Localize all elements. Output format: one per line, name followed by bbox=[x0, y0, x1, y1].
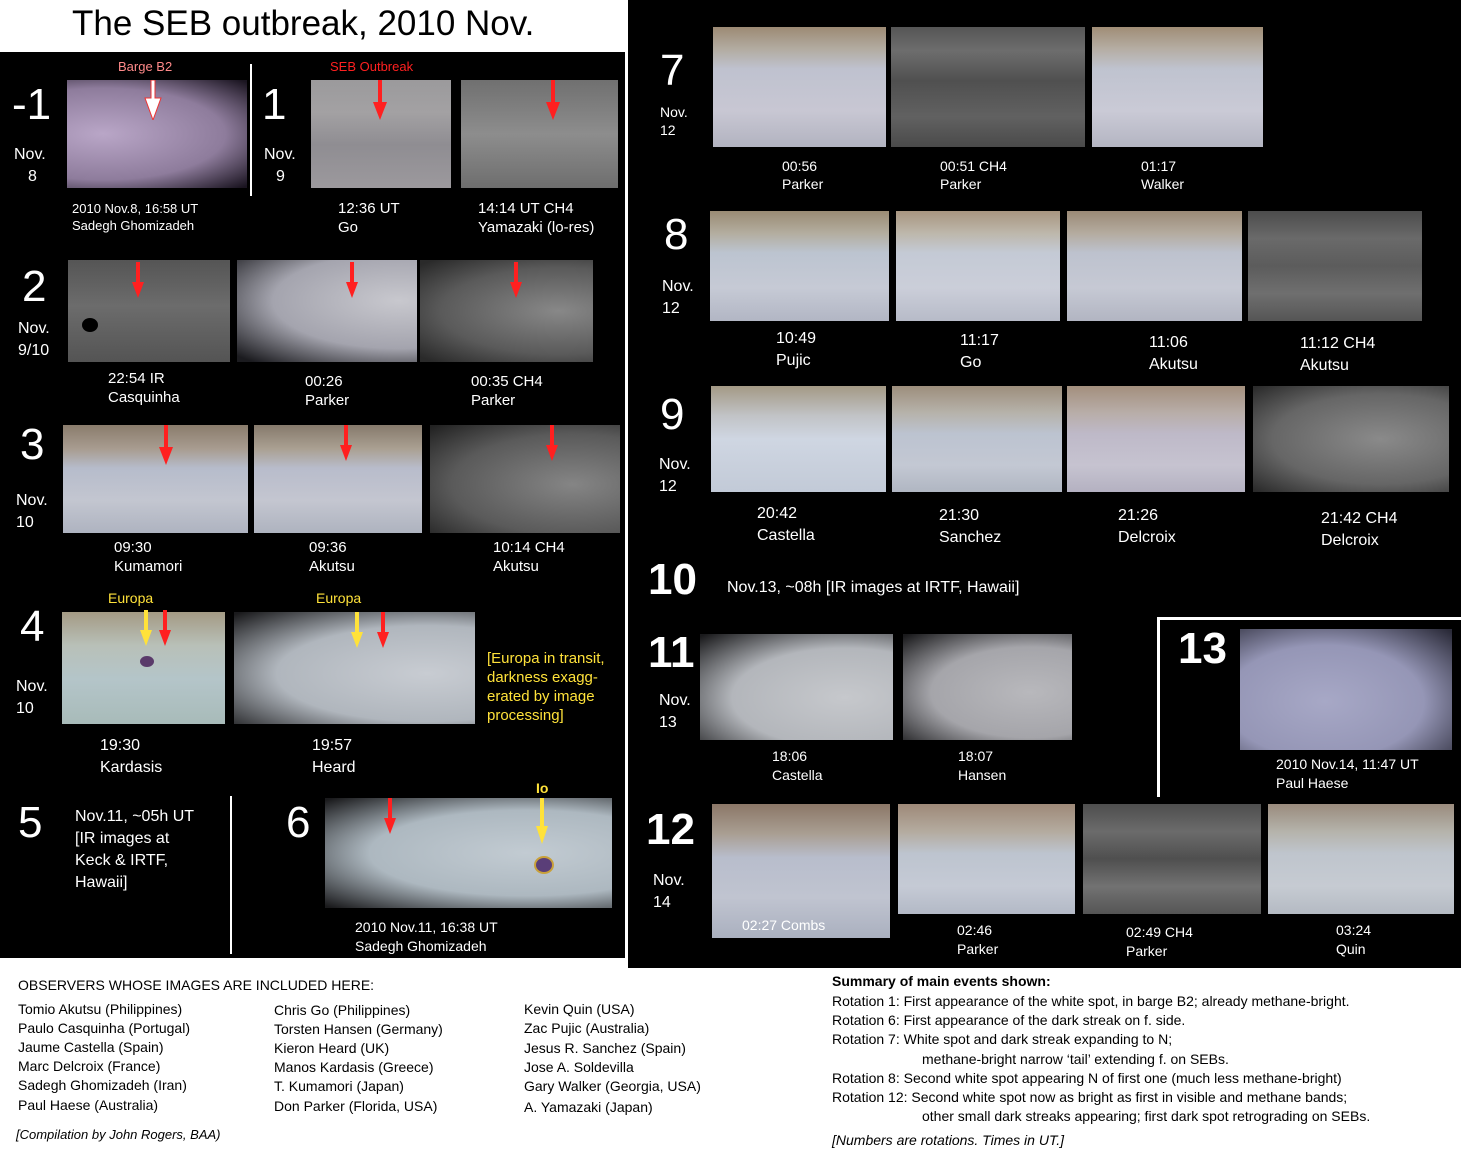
rotation-number: 11 bbox=[648, 628, 695, 677]
rotation-note: Nov.13, ~08h [IR images at IRTF, Hawaii] bbox=[727, 579, 1020, 596]
frame-r13-left bbox=[1157, 617, 1160, 797]
observers-heading: OBSERVERS WHOSE IMAGES ARE INCLUDED HERE: bbox=[18, 977, 375, 993]
jupiter-image-ch4 bbox=[420, 260, 593, 362]
divider-r1 bbox=[250, 64, 252, 196]
image-caption: 21:42 CH4 bbox=[1321, 510, 1398, 527]
summary-line: Rotation 1: First appearance of the white spot, in barge B2; already methane-bright. bbox=[832, 993, 1350, 1009]
image-caption: Parker bbox=[957, 941, 999, 957]
compilation-credit: [Compilation by John Rogers, BAA) bbox=[16, 1127, 221, 1142]
europa-note: darkness exagg- bbox=[487, 669, 598, 686]
image-caption: 00:35 CH4 bbox=[471, 373, 543, 390]
summary-line: other small dark streaks appearing; first dark spot retrograding on SEBs. bbox=[922, 1108, 1371, 1124]
observer-name: Manos Kardasis (Greece) bbox=[274, 1059, 434, 1075]
image-caption: 18:06 bbox=[772, 748, 808, 764]
rotation-number: 12 bbox=[646, 805, 695, 854]
rotation-note: Hawaii] bbox=[75, 874, 128, 891]
dark-spot bbox=[82, 318, 98, 332]
red-arrow-icon bbox=[131, 262, 145, 298]
image-caption: Go bbox=[960, 354, 982, 371]
rotation-date: Nov. bbox=[16, 678, 48, 695]
observer-name: A. Yamazaki (Japan) bbox=[524, 1099, 653, 1115]
europa-note: [Europa in transit, bbox=[487, 650, 605, 667]
image-caption: 19:30 bbox=[100, 737, 141, 754]
image-caption: Parker bbox=[1126, 943, 1168, 959]
jupiter-image bbox=[254, 425, 422, 533]
observer-name: Chris Go (Philippines) bbox=[274, 1002, 411, 1018]
rotation-date: Nov. bbox=[653, 872, 685, 889]
image-caption: 10:49 bbox=[776, 330, 817, 347]
europa-note: processing] bbox=[487, 707, 564, 724]
rotation-date: 12 bbox=[662, 300, 680, 317]
observer-name: Gary Walker (Georgia, USA) bbox=[524, 1078, 701, 1094]
jupiter-image-ch4 bbox=[430, 425, 620, 533]
observer-name: Don Parker (Florida, USA) bbox=[274, 1098, 438, 1114]
jupiter-image bbox=[237, 260, 417, 362]
image-caption: 11:06 bbox=[1149, 334, 1188, 351]
white-arrow-icon bbox=[143, 80, 163, 120]
image-caption: 02:27 Combs bbox=[742, 917, 826, 933]
observer-name: Kevin Quin (USA) bbox=[524, 1001, 635, 1017]
observer-name: Jesus R. Sanchez (Spain) bbox=[524, 1040, 686, 1056]
rotation-number: 1 bbox=[262, 80, 287, 129]
jupiter-image-ir bbox=[68, 260, 230, 362]
image-caption: Castella bbox=[757, 527, 815, 544]
summary-line: methane-bright narrow ‘tail’ extending f. on SEBs. bbox=[922, 1051, 1229, 1067]
rotation-date: 14 bbox=[653, 894, 671, 911]
image-caption: Parker bbox=[782, 176, 824, 192]
jupiter-image bbox=[903, 634, 1072, 740]
image-caption: 00:51 CH4 bbox=[940, 158, 1007, 174]
image-caption: 09:36 bbox=[309, 539, 347, 556]
image-caption: 11:17 bbox=[960, 332, 999, 349]
yellow-arrow-icon bbox=[350, 612, 364, 648]
jupiter-image-ch4 bbox=[1083, 804, 1261, 914]
europa-shadow bbox=[140, 656, 154, 667]
rotation-number: -1 bbox=[12, 80, 52, 129]
observer-name: Kieron Heard (UK) bbox=[274, 1040, 390, 1056]
rotation-date: 12 bbox=[660, 122, 676, 138]
image-caption: 09:30 bbox=[114, 539, 152, 556]
divider-vertical bbox=[625, 0, 628, 958]
red-arrow-icon bbox=[509, 262, 523, 298]
rotation-number: 7 bbox=[660, 46, 685, 95]
image-caption: Go bbox=[338, 219, 359, 236]
divider-r6 bbox=[230, 796, 232, 954]
image-caption: Pujic bbox=[776, 352, 811, 369]
image-caption: Quin bbox=[1336, 941, 1366, 957]
jupiter-image-ch4 bbox=[1248, 211, 1422, 321]
jupiter-image bbox=[1067, 211, 1242, 321]
frame-r13-top bbox=[1157, 617, 1461, 620]
rotation-date: Nov. bbox=[264, 146, 296, 163]
image-caption: 20:42 bbox=[757, 505, 798, 522]
observer-name: Paul Haese (Australia) bbox=[18, 1097, 159, 1113]
image-caption: 10:14 CH4 bbox=[493, 539, 565, 556]
observer-name: Zac Pujic (Australia) bbox=[524, 1020, 650, 1036]
observer-name: Jose A. Soldevilla bbox=[524, 1059, 634, 1075]
summary-line: Rotation 12: Second white spot now as bright as first in visible and methane bands; bbox=[832, 1089, 1348, 1105]
observer-name: Paulo Casquinha (Portugal) bbox=[18, 1020, 190, 1036]
jupiter-image bbox=[700, 634, 893, 740]
image-caption: Akutsu bbox=[1149, 356, 1198, 373]
image-caption: 19:57 bbox=[312, 737, 353, 754]
red-arrow-icon bbox=[376, 612, 390, 648]
observer-name: Sadegh Ghomizadeh (Iran) bbox=[18, 1077, 187, 1093]
summary-line: Rotation 8: Second white spot appearing N of first one (much less methane-bright) bbox=[832, 1070, 1342, 1086]
jupiter-image bbox=[63, 425, 248, 533]
rotation-date: 8 bbox=[28, 168, 37, 185]
red-arrow-icon bbox=[158, 610, 172, 646]
image-caption: 2010 Nov.11, 16:38 UT bbox=[355, 919, 498, 935]
image-caption: 2010 Nov.8, 16:58 UT bbox=[72, 201, 199, 216]
rotation-note: Nov.11, ~05h UT bbox=[75, 808, 195, 825]
rotation-date: Nov. bbox=[660, 104, 688, 120]
image-caption: Castella bbox=[772, 767, 823, 783]
jupiter-image-ch4 bbox=[461, 80, 618, 188]
red-arrow-icon bbox=[545, 425, 559, 461]
rotation-date: Nov. bbox=[14, 146, 46, 163]
rotation-date: Nov. bbox=[659, 456, 691, 473]
rotation-date: 12 bbox=[659, 478, 677, 495]
image-caption: 00:56 bbox=[782, 158, 818, 174]
image-caption: 11:12 CH4 bbox=[1300, 335, 1376, 352]
summary-footnote: [Numbers are rotations. Times in UT.] bbox=[832, 1132, 1064, 1148]
summary-heading: Summary of main events shown: bbox=[832, 973, 1051, 989]
image-caption: Hansen bbox=[958, 767, 1007, 783]
rotation-date: Nov. bbox=[659, 692, 691, 709]
image-caption: Sadegh Ghomizadeh bbox=[72, 218, 195, 233]
summary-line: Rotation 6: First appearance of the dark streak on f. side. bbox=[832, 1012, 1186, 1028]
io-label: Io bbox=[536, 780, 549, 796]
observer-name: Marc Delcroix (France) bbox=[18, 1058, 161, 1074]
image-caption: 12:36 UT bbox=[338, 200, 400, 217]
rotation-date: 9/10 bbox=[18, 342, 50, 359]
rotation-date: Nov. bbox=[18, 320, 50, 337]
image-caption: Yamazaki (lo-res) bbox=[478, 219, 595, 236]
observer-name: Tomio Akutsu (Philippines) bbox=[18, 1001, 183, 1017]
jupiter-image bbox=[713, 27, 886, 147]
rotation-number: 8 bbox=[664, 210, 689, 259]
image-caption: Kumamori bbox=[114, 558, 183, 575]
rotation-date: 9 bbox=[276, 168, 285, 185]
jupiter-image-ch4 bbox=[1253, 386, 1449, 492]
europa-note: erated by image bbox=[487, 688, 595, 705]
red-arrow-icon bbox=[372, 80, 388, 120]
image-caption: Sanchez bbox=[939, 529, 1002, 546]
yellow-arrow-icon bbox=[139, 610, 153, 646]
rotation-note: Keck & IRTF, bbox=[75, 852, 169, 869]
observer-name: T. Kumamori (Japan) bbox=[274, 1078, 404, 1094]
jupiter-image bbox=[1092, 27, 1263, 147]
rotation-note: [IR images at bbox=[75, 830, 170, 847]
image-caption: Walker bbox=[1141, 176, 1185, 192]
observer-name: Torsten Hansen (Germany) bbox=[274, 1021, 443, 1037]
rotation-number: 13 bbox=[1178, 624, 1227, 673]
tag-label: Barge B2 bbox=[118, 59, 173, 74]
rotation-number: 6 bbox=[286, 798, 311, 847]
image-caption: Parker bbox=[305, 392, 350, 409]
red-arrow-icon bbox=[345, 262, 359, 298]
rotation-date: 13 bbox=[659, 714, 677, 731]
image-caption: Kardasis bbox=[100, 759, 163, 776]
observer-name: Jaume Castella (Spain) bbox=[18, 1039, 164, 1055]
jupiter-image-ch4 bbox=[891, 27, 1085, 147]
image-caption: 03:24 bbox=[1336, 922, 1372, 938]
page-title: The SEB outbreak, 2010 Nov. bbox=[72, 4, 535, 43]
image-caption: Parker bbox=[940, 176, 982, 192]
rotation-number: 5 bbox=[18, 798, 43, 847]
jupiter-image bbox=[898, 804, 1075, 914]
rotation-number: 3 bbox=[20, 420, 45, 469]
jupiter-image bbox=[1240, 629, 1452, 750]
image-caption: 01:17 bbox=[1141, 158, 1177, 174]
jupiter-image bbox=[710, 211, 889, 321]
image-caption: Delcroix bbox=[1118, 529, 1176, 546]
jupiter-image bbox=[711, 386, 886, 492]
image-caption: 21:30 bbox=[939, 507, 980, 524]
image-caption: Parker bbox=[471, 392, 516, 409]
europa-label: Europa bbox=[316, 590, 362, 606]
image-caption: 02:49 CH4 bbox=[1126, 924, 1193, 940]
rotation-number: 9 bbox=[660, 390, 685, 439]
image-caption: 22:54 IR bbox=[108, 370, 165, 387]
yellow-arrow-icon bbox=[535, 798, 549, 844]
image-caption: Heard bbox=[312, 759, 356, 776]
jupiter-image bbox=[896, 211, 1060, 321]
image-caption: 14:14 UT CH4 bbox=[478, 200, 574, 217]
image-caption: Akutsu bbox=[1300, 357, 1349, 374]
image-caption: 18:07 bbox=[958, 748, 994, 764]
image-caption: 02:46 bbox=[957, 922, 993, 938]
rotation-number: 10 bbox=[648, 555, 697, 604]
rotation-number: 2 bbox=[22, 262, 47, 311]
image-caption: 21:26 bbox=[1118, 507, 1159, 524]
red-arrow-icon bbox=[545, 80, 561, 120]
jupiter-image bbox=[892, 386, 1062, 492]
io-shadow bbox=[534, 856, 554, 874]
image-caption: Paul Haese bbox=[1276, 775, 1349, 791]
red-arrow-icon bbox=[383, 798, 397, 834]
red-arrow-icon bbox=[339, 425, 353, 461]
jupiter-image bbox=[1067, 386, 1245, 492]
rotation-date: 10 bbox=[16, 514, 34, 531]
image-caption: Delcroix bbox=[1321, 532, 1379, 549]
rotation-date: 10 bbox=[16, 700, 34, 717]
rotation-number: 4 bbox=[20, 602, 45, 651]
red-arrow-icon bbox=[158, 425, 174, 465]
rotation-date: Nov. bbox=[16, 492, 48, 509]
image-caption: Sadegh Ghomizadeh bbox=[355, 938, 487, 954]
jupiter-image bbox=[325, 798, 612, 908]
image-caption: Casquinha bbox=[108, 389, 180, 406]
image-caption: 2010 Nov.14, 11:47 UT bbox=[1276, 756, 1419, 772]
jupiter-image bbox=[1268, 804, 1454, 914]
rotation-date: Nov. bbox=[662, 278, 694, 295]
summary-line: Rotation 7: White spot and dark streak expanding to N; bbox=[832, 1031, 1173, 1047]
europa-label: Europa bbox=[108, 590, 154, 606]
image-caption: Akutsu bbox=[493, 558, 539, 575]
image-caption: 00:26 bbox=[305, 373, 343, 390]
tag-label: SEB Outbreak bbox=[330, 59, 414, 74]
image-caption: Akutsu bbox=[309, 558, 355, 575]
